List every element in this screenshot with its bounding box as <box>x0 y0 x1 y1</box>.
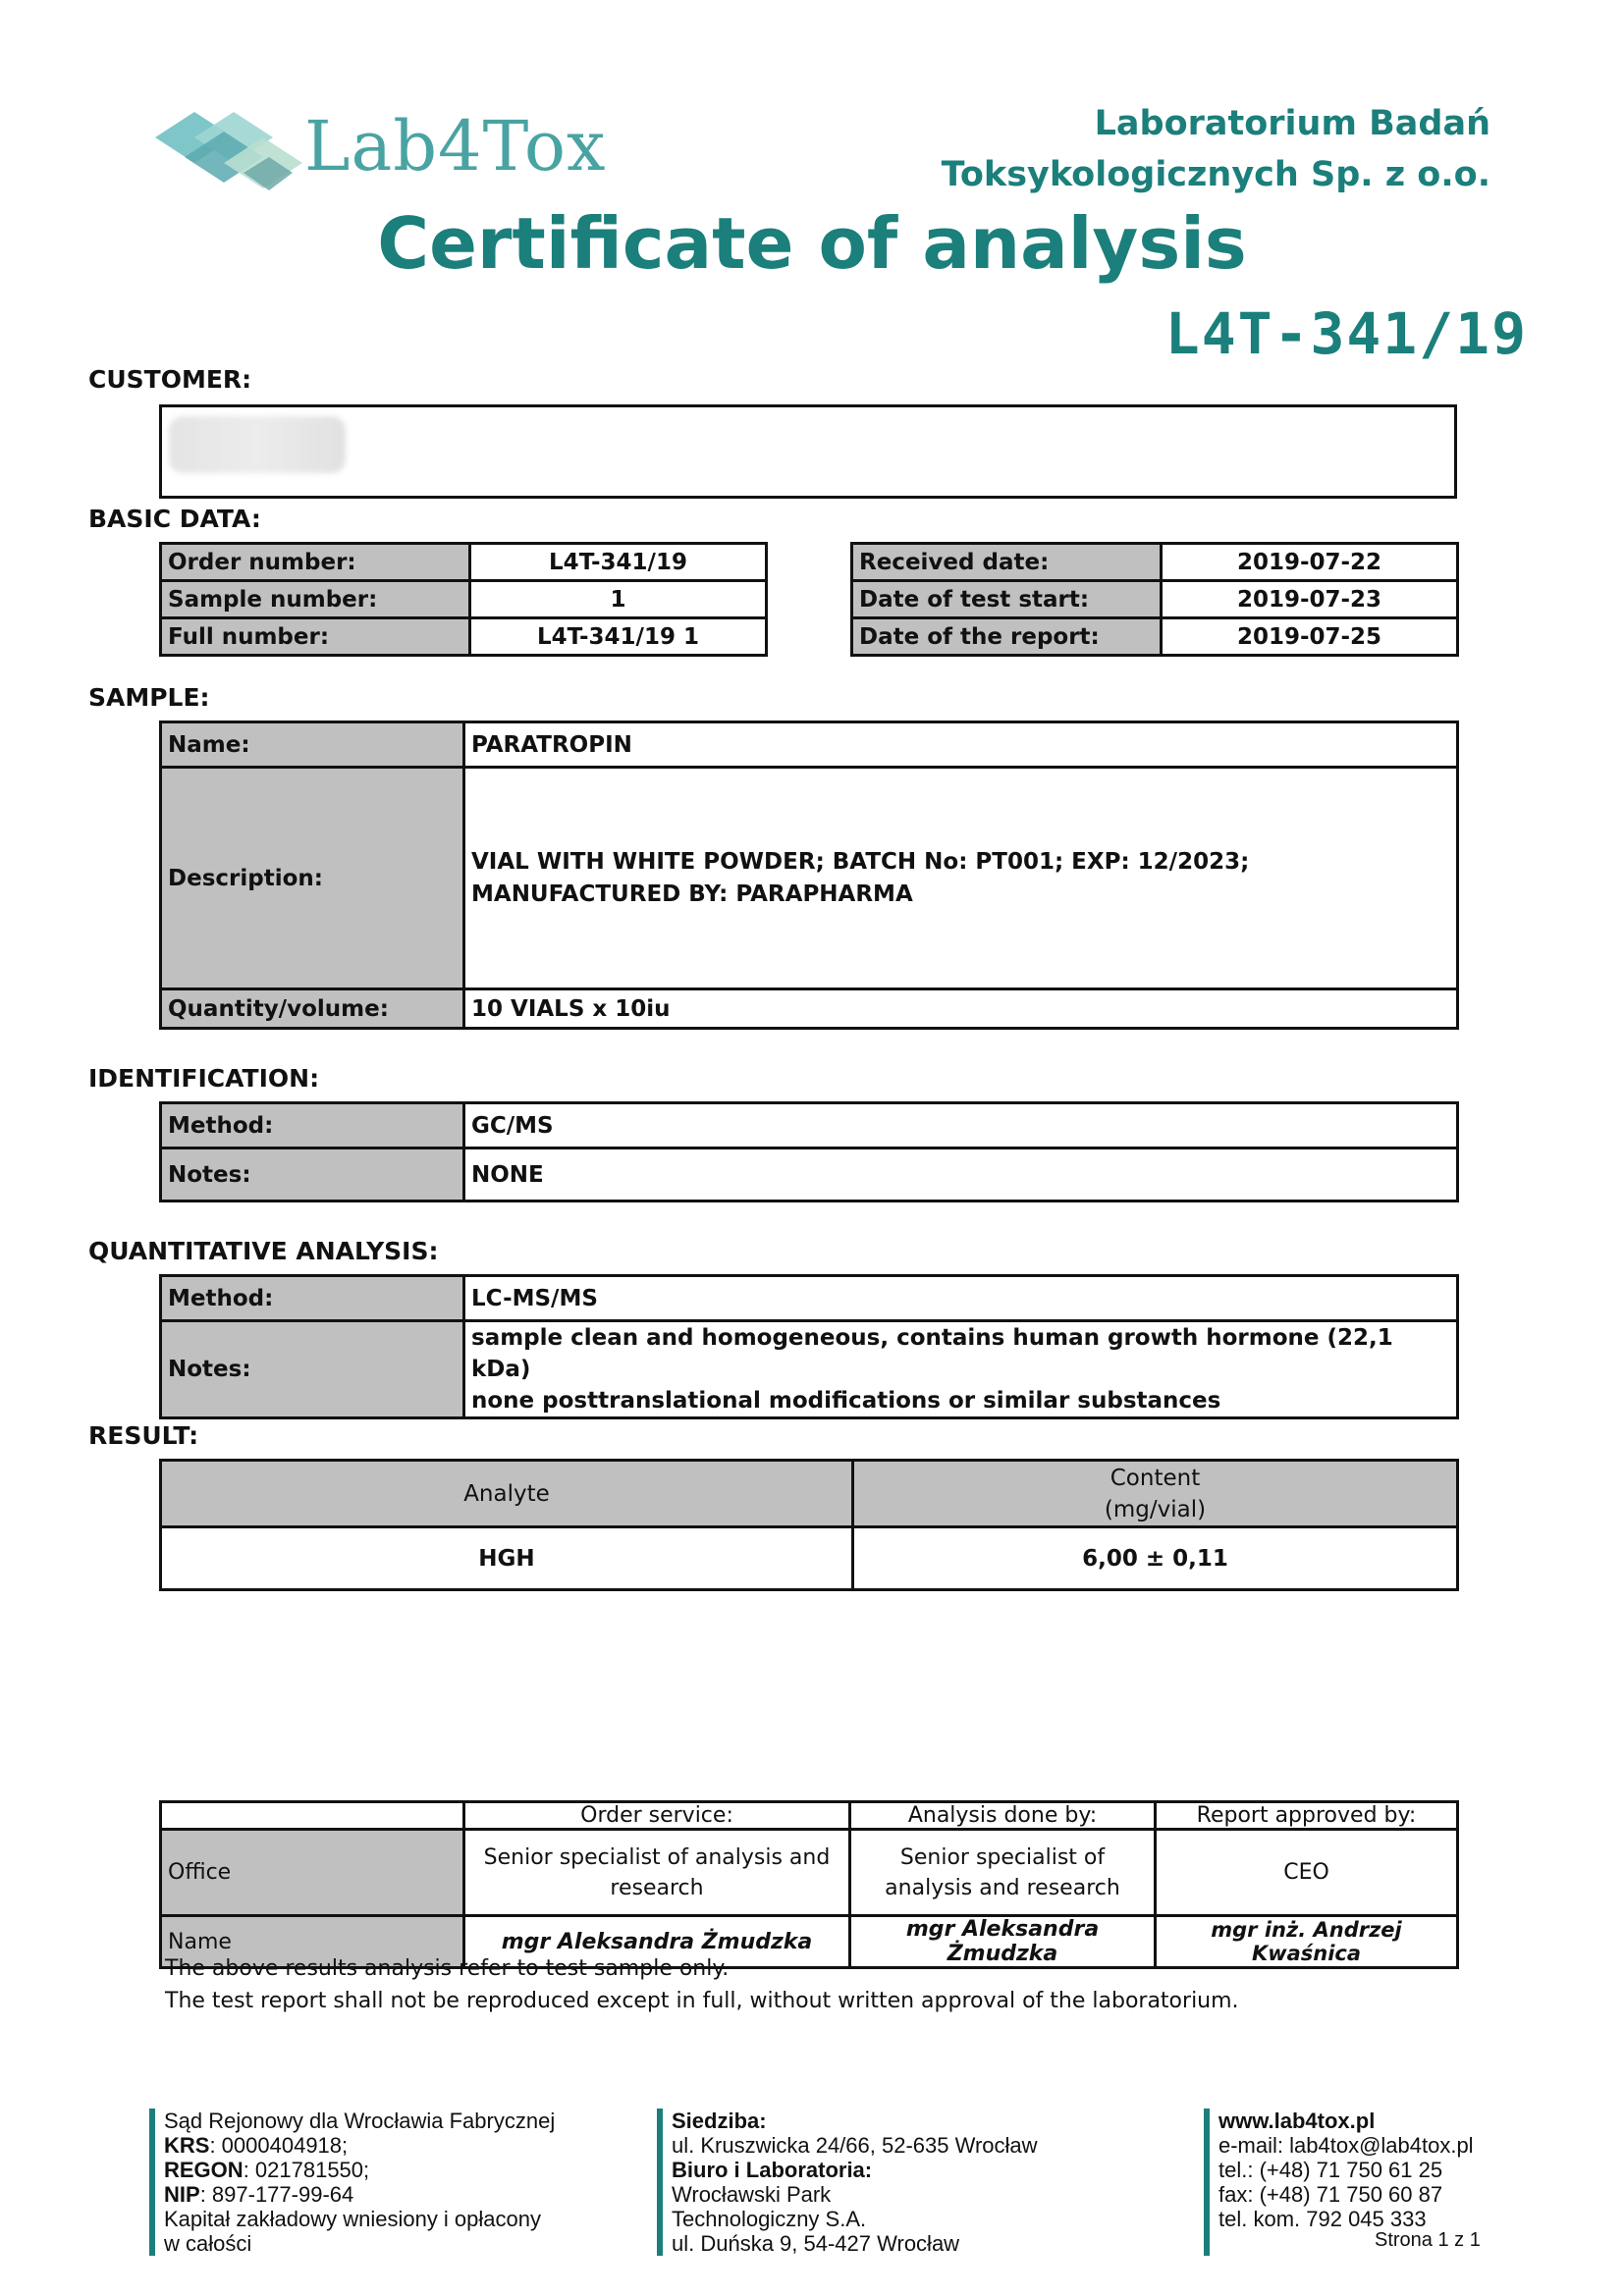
result-table <box>159 1459 1459 1591</box>
quantitative-notes-line2: none posttranslational modifications or similar substances <box>471 1388 1221 1414</box>
basic-data-left-table <box>159 542 768 657</box>
analysis-done-by-header: Analysis done by: <box>850 1802 1156 1830</box>
footer-email[interactable]: e-mail: lab4tox@lab4tox.pl <box>1218 2133 1474 2158</box>
company-name <box>942 98 1490 200</box>
sample-quantity-label: Quantity/volume: <box>161 989 464 1029</box>
report-date-value: 2019-07-25 <box>1162 618 1458 656</box>
quantitative-method-label: Method: <box>161 1276 464 1321</box>
company-name-line1: Laboratorium Badań <box>1094 104 1490 143</box>
order-service-office: Senior specialist of analysis and research <box>464 1830 850 1916</box>
section-result: RESULT: <box>88 1421 199 1450</box>
sample-number-label: Sample number: <box>161 581 470 618</box>
basic-data-right-table <box>850 542 1459 657</box>
footer-office-1: Wrocławski Park <box>672 2182 832 2207</box>
table-row <box>161 1461 1458 1527</box>
table-row <box>161 722 1458 768</box>
logo-wordmark: Lab4Tox <box>304 106 607 187</box>
report-approved-by-header: Report approved by: <box>1156 1802 1458 1830</box>
footer-seat-label: Siedziba: <box>672 2109 767 2133</box>
table-row <box>161 1830 1458 1916</box>
footer-krs: KRS: 0000404918; <box>164 2133 349 2158</box>
content-header <box>853 1461 1458 1527</box>
full-number-value: L4T-341/19 1 <box>470 618 767 656</box>
quantitative-notes-line1: sample clean and homogeneous, contains human growth hormone (22,1 kDa) <box>471 1325 1393 1382</box>
analyte-header: Analyte <box>161 1461 853 1527</box>
test-start-date-value: 2019-07-23 <box>1162 581 1458 618</box>
footer-regon: REGON: 021781550; <box>164 2158 370 2182</box>
quantitative-notes-label: Notes: <box>161 1321 464 1418</box>
footer-court: Sąd Rejonowy dla Wrocławia Fabrycznej <box>164 2109 556 2133</box>
section-quantitative-analysis: QUANTITATIVE ANALYSIS: <box>88 1237 439 1265</box>
footer-seat: ul. Kruszwicka 24/66, 52-635 Wrocław <box>672 2133 1038 2158</box>
order-number-value: L4T-341/19 <box>470 544 767 581</box>
analysis-done-by-office: Senior specialist of analysis and research <box>850 1830 1156 1916</box>
customer-box <box>159 404 1457 499</box>
table-row <box>161 1527 1458 1590</box>
report-date-label: Date of the report: <box>852 618 1162 656</box>
redacted-customer <box>169 416 346 473</box>
table-row <box>161 618 767 656</box>
section-sample: SAMPLE: <box>88 683 210 712</box>
order-number-label: Order number: <box>161 544 470 581</box>
sample-description-label: Description: <box>161 768 464 989</box>
name-label: Name <box>161 1916 464 1968</box>
table-row <box>161 581 767 618</box>
order-service-header: Order service: <box>464 1802 850 1830</box>
footer-divider <box>1204 2109 1210 2256</box>
identification-method-label: Method: <box>161 1103 464 1148</box>
footer-contact <box>1218 2109 1474 2231</box>
sample-name-label: Name: <box>161 722 464 768</box>
received-date-label: Received date: <box>852 544 1162 581</box>
page-number: Strona 1 z 1 <box>1375 2229 1481 2251</box>
identification-method-value: GC/MS <box>464 1103 1458 1148</box>
table-row <box>852 544 1458 581</box>
table-row <box>161 768 1458 989</box>
sample-name-value: PARATROPIN <box>464 722 1458 768</box>
table-row <box>161 1148 1458 1201</box>
quantitative-method-value: LC-MS/MS <box>464 1276 1458 1321</box>
section-customer: CUSTOMER: <box>88 365 252 394</box>
table-row <box>852 581 1458 618</box>
report-approved-by-name: mgr inż. Andrzej Kwaśnica <box>1156 1916 1458 1968</box>
identification-table <box>159 1101 1459 1202</box>
footer-registration <box>164 2109 555 2256</box>
footer-office-2: Technologiczny S.A. <box>672 2207 867 2231</box>
footer-capital: Kapitał zakładowy wniesiony i opłacony <box>164 2207 541 2231</box>
footer-fax: fax: (+48) 71 750 60 87 <box>1218 2182 1443 2207</box>
document-title: Certificate of analysis <box>377 202 1247 285</box>
sample-number-value: 1 <box>470 581 767 618</box>
footer-divider <box>149 2109 155 2256</box>
footer-office-label: Biuro i Laboratoria: <box>672 2158 873 2182</box>
footer-capital-2: w całości <box>164 2231 252 2256</box>
section-basic-data: BASIC DATA: <box>88 505 261 533</box>
footer-divider <box>657 2109 663 2256</box>
quantitative-table <box>159 1274 1459 1419</box>
content-header-line2: (mg/vial) <box>1104 1496 1207 1522</box>
report-approved-by-office: CEO <box>1156 1830 1458 1916</box>
sample-quantity-value: 10 VIALS x 10iu <box>464 989 1458 1029</box>
table-row <box>161 1276 1458 1321</box>
test-start-date-label: Date of test start: <box>852 581 1162 618</box>
table-row <box>161 1802 1458 1830</box>
table-row <box>852 618 1458 656</box>
table-row <box>161 1321 1458 1418</box>
analysis-done-by-name: mgr Aleksandra Żmudzka <box>850 1916 1156 1968</box>
sample-description-value: VIAL WITH WHITE POWDER; BATCH No: PT001; EXP: 12/2023; MANUFACTURED BY: PARAPHARMA <box>464 768 1458 989</box>
identification-notes-value: NONE <box>464 1148 1458 1201</box>
footer-website-link[interactable]: www.lab4tox.pl <box>1218 2109 1376 2133</box>
footer-address <box>672 2109 1038 2256</box>
signatures-corner-cell <box>161 1802 464 1830</box>
signatures-table <box>159 1800 1459 1969</box>
section-identification: IDENTIFICATION: <box>88 1064 320 1093</box>
analyte-value: HGH <box>161 1527 853 1590</box>
footer-office-3: ul. Duńska 9, 54-427 Wrocław <box>672 2231 960 2256</box>
footer-nip: NIP: 897-177-99-64 <box>164 2182 354 2207</box>
table-row <box>161 1103 1458 1148</box>
certificate-number: L4T-341/19 <box>1164 300 1528 367</box>
sample-table <box>159 721 1459 1030</box>
table-row <box>161 989 1458 1029</box>
table-row <box>161 544 767 581</box>
order-service-name: mgr Aleksandra Żmudzka <box>464 1916 850 1968</box>
quantitative-notes-value <box>464 1321 1458 1418</box>
footer-mobile: tel. kom. 792 045 333 <box>1218 2207 1427 2231</box>
identification-notes-label: Notes: <box>161 1148 464 1201</box>
disclaimer-line1: The above results analysis refer to test sample only. <box>165 1956 730 1981</box>
company-name-line2: Toksykologicznych Sp. z o.o. <box>941 155 1490 194</box>
full-number-label: Full number: <box>161 618 470 656</box>
content-header-line1: Content <box>1110 1465 1201 1491</box>
received-date-value: 2019-07-22 <box>1162 544 1458 581</box>
footer-phone: tel.: (+48) 71 750 61 25 <box>1218 2158 1443 2182</box>
office-label: Office <box>161 1830 464 1916</box>
content-value: 6,00 ± 0,11 <box>853 1527 1458 1590</box>
disclaimer-line2: The test report shall not be reproduced except in full, without written approval of the laboratorium. <box>165 1989 1239 2013</box>
